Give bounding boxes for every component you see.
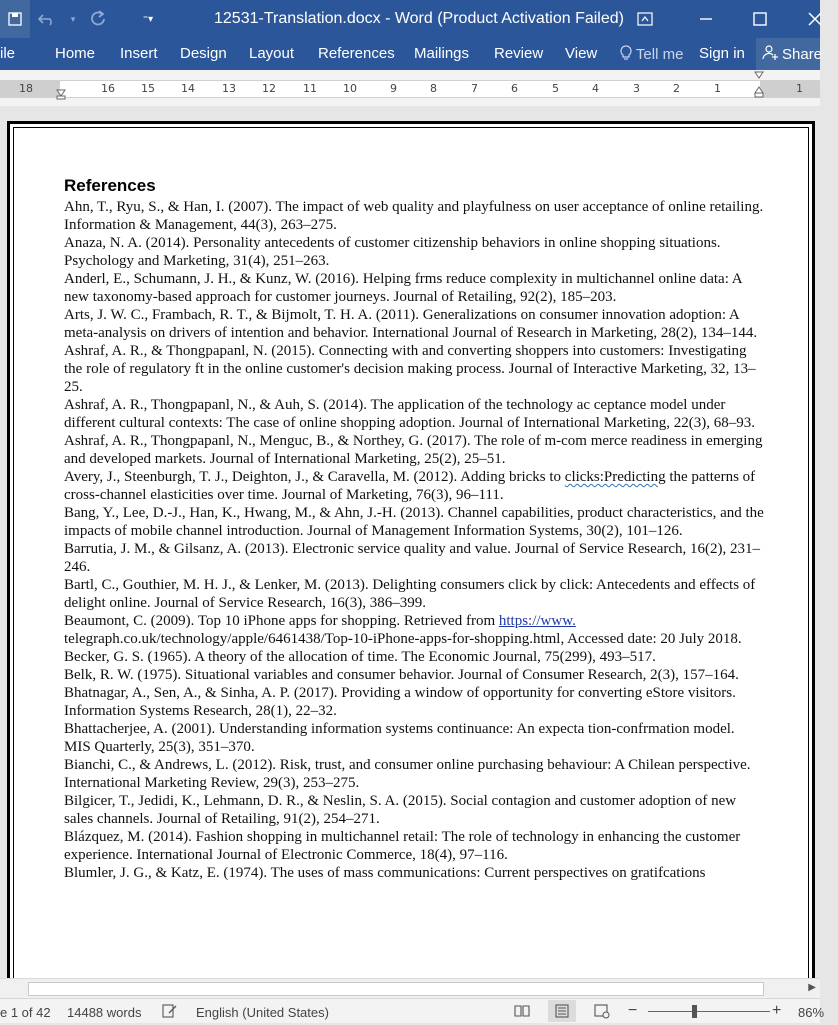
share-label: Share xyxy=(782,45,823,63)
lightbulb-icon xyxy=(620,45,632,65)
page-count[interactable]: e 1 of 42 xyxy=(0,1005,51,1020)
document-content[interactable] xyxy=(64,176,764,882)
tab-view[interactable]: View xyxy=(565,45,598,62)
references-heading: References xyxy=(64,176,156,195)
undo-icon[interactable] xyxy=(30,0,66,38)
person-add-icon xyxy=(762,44,778,64)
reference-entry: Belk, R. W. (1975). Situational variables and consumer behavior. Journal of Consumer Research, 2(3), 157–164. xyxy=(64,667,739,683)
zoom-slider-thumb[interactable] xyxy=(692,1005,697,1018)
customize-toolbar-icon[interactable]: ⁼▾ xyxy=(142,13,154,25)
tab-layout[interactable]: Layout xyxy=(249,45,295,62)
zoom-slider[interactable] xyxy=(648,1011,770,1012)
reference-text: the patterns of cross-channel elasticities over time. Journal of Marketing, 76(3), 96–111. xyxy=(64,469,756,503)
title-bar xyxy=(0,0,820,38)
zoom-in-icon[interactable]: + xyxy=(772,1002,782,1019)
close-icon[interactable] xyxy=(792,0,838,38)
reference-entry: Blumler, J. G., & Katz, E. (1974). The uses of mass communications: Current perspectives on gratifcations xyxy=(64,865,706,881)
ruler-number: 13 xyxy=(222,82,236,95)
reference-entry: Barrutia, J. M., & Gilsanz, A. (2013). Electronic service quality and value. Journal of Service Research, 16(2), 231–246. xyxy=(64,541,761,575)
reference-entry xyxy=(64,468,764,504)
right-indent-marker-icon[interactable] xyxy=(754,71,764,106)
reference-text: Beaumont, C. (2009). Top 10 iPhone apps for shopping. Retrieved from xyxy=(64,613,499,629)
status-bar xyxy=(0,998,825,1023)
reference-entry: Ashraf, A. R., & Thongpapanl, N. (2015). Connecting with and converting shoppers into customers: Investigating the role of regulatory ft in the online customer's decision making process. Journal of Interactive Marketing, 32, 13–25. xyxy=(64,343,756,395)
window-title: 12531-Translation.docx - Word (Product Activation Failed) xyxy=(214,10,624,27)
reference-entry: Bhattacherjee, A. (2001). Understanding information systems continuance: An expecta tion-confrmation model. MIS Quarterly, 25(3), 351–370. xyxy=(64,721,735,755)
reference-entry: Anaza, N. A. (2014). Personality antecedents of customer citizenship behaviors in online shopping situations. Psychology and Marketing, 31(4), 251–263. xyxy=(64,235,721,269)
tab-design[interactable]: Design xyxy=(180,45,227,62)
web-layout-icon[interactable] xyxy=(594,1003,610,1022)
proofing-icon[interactable] xyxy=(162,1003,178,1022)
ruler-number: 14 xyxy=(181,82,195,95)
reference-list xyxy=(64,504,764,612)
ribbon-display-options-icon[interactable] xyxy=(622,0,668,38)
horizontal-scrollbar[interactable] xyxy=(0,978,820,998)
ruler-number: 8 xyxy=(430,82,437,95)
ruler-number: 7 xyxy=(471,82,478,95)
zoom-level[interactable]: 86% xyxy=(798,1005,825,1020)
reference-entry: Bhatnagar, A., Sen, A., & Sinha, A. P. (2017). Providing a window of opportunity for converting eStore visitors. Information Systems Research, 28(1), 22–32. xyxy=(64,685,736,719)
left-indent-marker-icon[interactable] xyxy=(56,78,66,105)
reference-entry: Bilgicer, T., Jedidi, K., Lehmann, D. R., & Neslin, S. A. (2015). Social contagion and customer adoption of new sales channels. Journal of Retailing, 91(2), 254–271. xyxy=(64,793,737,827)
ruler-area xyxy=(0,70,820,106)
sign-in-link[interactable]: Sign in xyxy=(699,45,745,62)
tab-references[interactable]: References xyxy=(318,45,395,62)
ruler-number: 4 xyxy=(592,82,599,95)
ruler-number: 11 xyxy=(303,82,317,95)
ruler-number: 5 xyxy=(552,82,559,95)
ribbon-tabs xyxy=(0,38,823,70)
save-icon[interactable] xyxy=(0,0,30,38)
reference-list xyxy=(64,198,764,468)
ruler-number: 16 xyxy=(101,82,115,95)
ruler-number: 3 xyxy=(633,82,640,95)
document-canvas[interactable] xyxy=(0,106,820,978)
ruler-number: 15 xyxy=(141,82,155,95)
tab-insert[interactable]: Insert xyxy=(120,45,158,62)
reference-entry: Bang, Y., Lee, D.-J., Han, K., Hwang, M., & Ahn, J.-H. (2013). Channel capabilities, product characteristics, and the impacts of mobile channel introduction. Journal of Management Information Systems, 30(2), 101–126. xyxy=(64,505,764,539)
reference-entry: Bartl, C., Gouthier, M. H. J., & Lenker, M. (2013). Delighting consumers click by click: Antecedents and effects of delight online. Journal of Service Research, 16(3), 386–399. xyxy=(64,577,756,611)
share-button[interactable] xyxy=(756,38,823,70)
scrollbar-thumb[interactable] xyxy=(28,982,764,996)
reference-list xyxy=(64,648,764,882)
ruler-number: 1 xyxy=(796,82,803,95)
ruler-number: 1 xyxy=(714,82,721,95)
tell-me-search[interactable] xyxy=(620,45,683,65)
reference-entry xyxy=(64,612,764,648)
tab-review[interactable]: Review xyxy=(494,45,544,62)
tell-me-label: Tell me xyxy=(635,46,684,63)
reference-entry: Blázquez, M. (2014). Fashion shopping in multichannel retail: The role of technology in enhancing the customer experience. International Journal of Electronic Commerce, 18(4), 97–116. xyxy=(64,829,741,863)
quick-access-toolbar xyxy=(0,0,160,38)
reference-text: telegraph.co.uk/technology/apple/6461438/Top-10-iPhone-apps-for-shopping.html, Accessed date: 20 July 2018. xyxy=(64,631,742,647)
maximize-icon[interactable] xyxy=(737,0,783,38)
reference-entry: Ashraf, A. R., Thongpapanl, N., & Auh, S. (2014). The application of the technology ac ceptance model under different cultural contexts: The case of online shopping adoption. Journal of International Marketing, 22(3), 68–93. xyxy=(64,397,755,431)
ruler-number: 2 xyxy=(673,82,680,95)
tab-home[interactable]: Home xyxy=(55,45,96,62)
language-indicator[interactable]: English (United States) xyxy=(196,1005,329,1020)
reference-entry: Anderl, E., Schumann, J. H., & Kunz, W. (2016). Helping frms reduce complexity in multichannel online data: A new taxonomy-based approach for customer journeys. Journal of Retailing, 92(2), 185–203. xyxy=(64,271,742,305)
undo-dropdown-icon[interactable]: ▾ xyxy=(70,13,76,24)
tab-mailings[interactable]: Mailings xyxy=(414,45,470,62)
ruler-number: 12 xyxy=(262,82,276,95)
word-count[interactable]: 14488 words xyxy=(67,1005,142,1020)
ruler-number: 10 xyxy=(343,82,357,95)
minimize-icon[interactable] xyxy=(683,0,729,38)
ruler-number: 18 xyxy=(19,82,33,95)
reference-text: Avery, J., Steenburgh, T. J., Deighton, J., & Caravella, M. (2012). Adding bricks to xyxy=(64,469,565,485)
reference-entry: Arts, J. W. C., Frambach, R. T., & Bijmolt, T. H. A. (2011). Generalizations on consumer innovation adoption: A meta-analysis on drivers of intention and behavior. International Journal of Research in Marketing, 28(2), 134–144. xyxy=(64,307,758,341)
ruler-number: 6 xyxy=(511,82,518,95)
hyperlink[interactable]: https://www. xyxy=(498,613,576,629)
zoom-out-icon[interactable]: − xyxy=(628,1002,638,1019)
print-layout-icon[interactable] xyxy=(548,1000,576,1022)
reference-entry: Ahn, T., Ryu, S., & Han, I. (2007). The impact of web quality and playfulness on user acceptance of online retailing. Information & Management, 44(3), 263–275. xyxy=(64,199,764,233)
ruler-margin-right xyxy=(760,81,820,97)
reference-entry: Becker, G. S. (1965). A theory of the allocation of time. The Economic Journal, 75(299), 493–517. xyxy=(64,649,656,665)
tab-file[interactable]: ile xyxy=(0,45,16,62)
scroll-right-icon[interactable]: ▶ xyxy=(808,982,816,993)
horizontal-ruler[interactable] xyxy=(0,80,820,98)
ruler-number: 9 xyxy=(390,82,397,95)
read-mode-icon[interactable] xyxy=(514,1003,530,1022)
reference-entry: Bianchi, C., & Andrews, L. (2012). Risk, trust, and consumer online purchasing behaviour: A Chilean perspective. International Marketing Review, 29(3), 253–275. xyxy=(64,757,751,791)
reference-entry: Ashraf, A. R., Thongpapanl, N., Menguc, B., & Northey, G. (2017). The role of m-com merce readiness in emerging and developed markets. Journal of International Marketing, 25(2), 25–51. xyxy=(64,433,763,467)
redo-icon[interactable] xyxy=(80,0,116,38)
spelling-flagged-text[interactable]: clicks:Predicting xyxy=(564,469,666,485)
document-page[interactable] xyxy=(7,121,815,991)
